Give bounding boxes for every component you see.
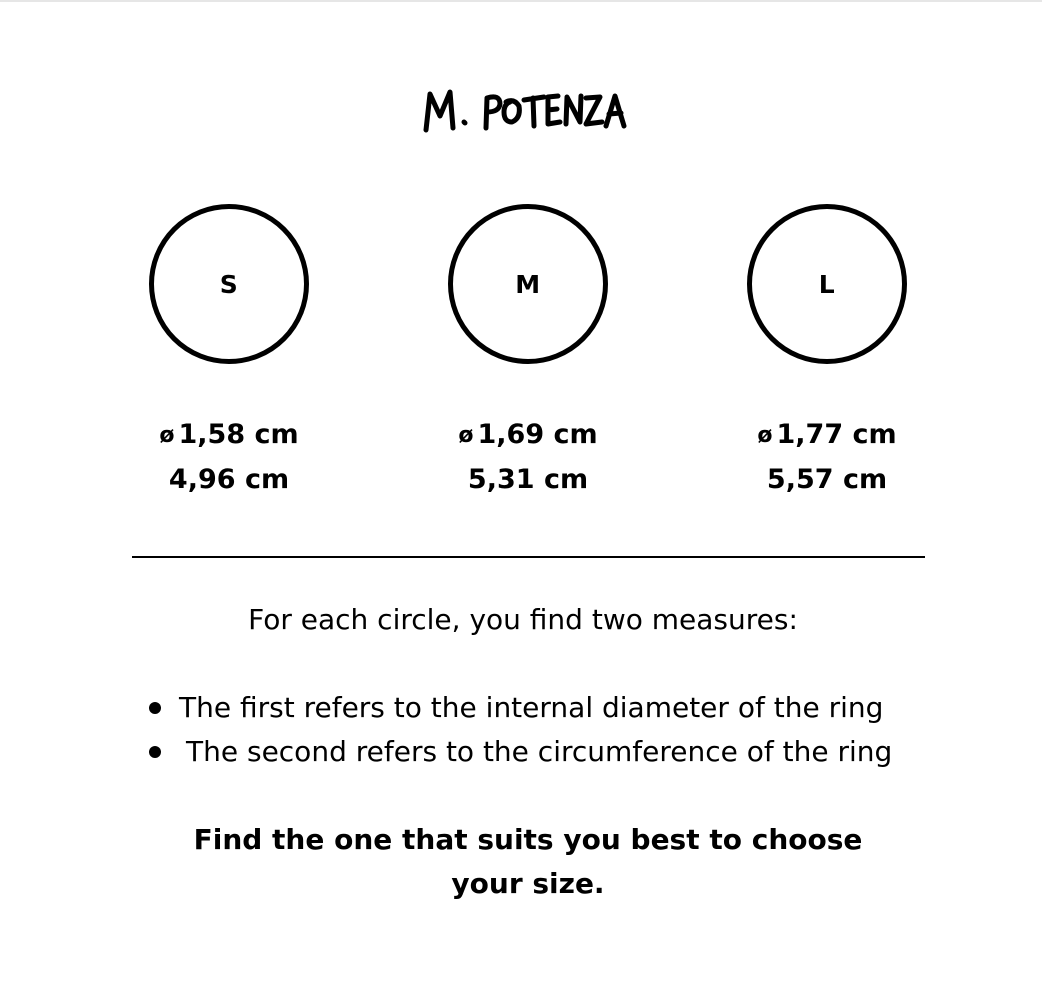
size-measures bbox=[707, 413, 947, 502]
size-label: S bbox=[219, 269, 239, 299]
list-item bbox=[145, 686, 945, 730]
diameter-symbol: ø bbox=[458, 423, 474, 448]
list-item-text: The second refers to the circumference of the ring bbox=[186, 735, 893, 768]
size-m-column bbox=[408, 204, 648, 502]
diameter-symbol: ø bbox=[159, 423, 175, 448]
diameter-line bbox=[109, 413, 349, 458]
diameter-value: 1,58 cm bbox=[178, 419, 299, 450]
size-measures bbox=[408, 413, 648, 502]
diameter-symbol: ø bbox=[757, 423, 773, 448]
ring-circle-l bbox=[747, 204, 907, 364]
measure-explanation-list bbox=[145, 686, 945, 774]
call-to-action bbox=[150, 818, 906, 906]
size-l-column bbox=[707, 204, 947, 502]
intro-text: For each circle, you find two measures: bbox=[248, 603, 798, 636]
bullet-icon bbox=[149, 702, 161, 714]
diameter-line bbox=[408, 413, 648, 458]
top-border bbox=[0, 0, 1042, 2]
ring-size-chart bbox=[0, 204, 1042, 504]
size-s-column bbox=[109, 204, 349, 502]
circumference-value: 5,31 cm bbox=[467, 464, 589, 495]
brand-logo-signature bbox=[420, 82, 632, 138]
circumference-value: 4,96 cm bbox=[168, 464, 290, 495]
cta-line-1: Find the one that suits you best to choose bbox=[193, 823, 863, 856]
cta-line-2: your size. bbox=[451, 867, 605, 900]
size-label: M bbox=[515, 269, 541, 299]
diameter-value: 1,69 cm bbox=[477, 419, 598, 450]
diameter-value: 1,77 cm bbox=[776, 419, 897, 450]
circumference-value: 5,57 cm bbox=[766, 464, 888, 495]
size-measures bbox=[109, 413, 349, 502]
brand-logo bbox=[420, 82, 632, 138]
list-item bbox=[145, 730, 945, 774]
ring-circle-s bbox=[149, 204, 309, 364]
list-item-text: The first refers to the internal diameter of the ring bbox=[179, 691, 884, 724]
diameter-line bbox=[707, 413, 947, 458]
size-label: L bbox=[818, 269, 836, 299]
ring-circle-m bbox=[448, 204, 608, 364]
bullet-icon bbox=[149, 746, 161, 758]
section-divider bbox=[132, 556, 925, 558]
